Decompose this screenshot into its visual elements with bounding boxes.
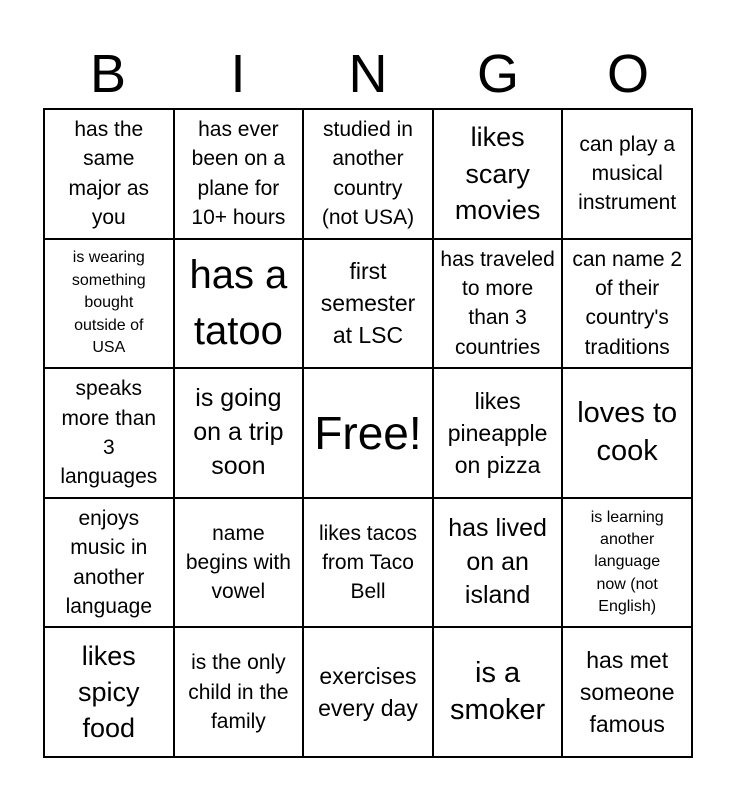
bingo-header (43, 40, 693, 108)
bingo-cell[interactable] (44, 627, 174, 757)
cell-text: studied in another country (not USA) (321, 118, 415, 230)
cell-text: has ever been on a plane for 10+ hours (191, 118, 286, 230)
cell-text: likes scary movies (454, 122, 541, 226)
bingo-cell[interactable] (303, 498, 433, 628)
bingo-cell[interactable] (174, 498, 304, 628)
header-letter-b: B (89, 44, 127, 104)
cell-text: Free! (314, 406, 422, 459)
bingo-cell[interactable] (174, 239, 304, 369)
bingo-cell[interactable] (44, 368, 174, 498)
bingo-grid (43, 108, 693, 758)
header-letter-g: G (476, 44, 519, 104)
cell-text: name begins with vowel (185, 521, 291, 604)
cell-text: is wearing something bought outside of USA (71, 249, 146, 356)
header-letter-n: N (348, 44, 388, 104)
cell-text: is learning another language now (not English) (590, 508, 664, 616)
bingo-cell[interactable] (433, 109, 563, 239)
header-letter-o: O (606, 44, 649, 104)
cell-text: loves to cook (577, 397, 678, 467)
bingo-cell[interactable] (174, 109, 304, 239)
bingo-cell[interactable] (44, 109, 174, 239)
cell-text: enjoys music in another language (65, 506, 152, 618)
free-space[interactable] (303, 368, 433, 498)
cell-text: is going on a trip soon (193, 384, 284, 480)
cell-text: can name 2 of their country's traditions (572, 247, 683, 359)
cell-text: has a tatoo (189, 253, 288, 354)
cell-text: exercises every day (318, 663, 418, 722)
cell-text: likes pineapple on pizza (447, 387, 548, 479)
cell-text: is the only child in the family (188, 651, 289, 733)
cell-text: has the same major as you (68, 118, 150, 230)
cell-text: likes tacos from Taco Bell (318, 521, 417, 604)
bingo-cell[interactable] (562, 498, 692, 628)
cell-text: is a smoker (450, 656, 546, 727)
bingo-cell[interactable] (303, 239, 433, 369)
bingo-cell[interactable] (44, 498, 174, 628)
cell-text: has lived on an island (448, 513, 547, 610)
cell-text: has traveled to more than 3 countries (440, 247, 555, 359)
bingo-cell[interactable] (562, 627, 692, 757)
cell-text: has met someone famous (579, 646, 675, 738)
header-letter-i: I (230, 44, 246, 104)
bingo-cell[interactable] (433, 368, 563, 498)
bingo-cell[interactable] (433, 627, 563, 757)
cell-text: speaks more than 3 languages (60, 377, 158, 489)
bingo-cell[interactable] (174, 368, 304, 498)
bingo-cell[interactable] (562, 109, 692, 239)
bingo-cell[interactable] (44, 239, 174, 369)
bingo-cell[interactable] (174, 627, 304, 757)
bingo-cell[interactable] (562, 368, 692, 498)
cell-text: likes spicy food (78, 640, 140, 744)
bingo-cell[interactable] (303, 109, 433, 239)
bingo-cell[interactable] (562, 239, 692, 369)
bingo-cell[interactable] (433, 498, 563, 628)
cell-text: first semester at LSC (320, 258, 416, 349)
cell-text: can play a musical instrument (578, 132, 677, 215)
bingo-cell[interactable] (433, 239, 563, 369)
bingo-cell[interactable] (303, 627, 433, 757)
